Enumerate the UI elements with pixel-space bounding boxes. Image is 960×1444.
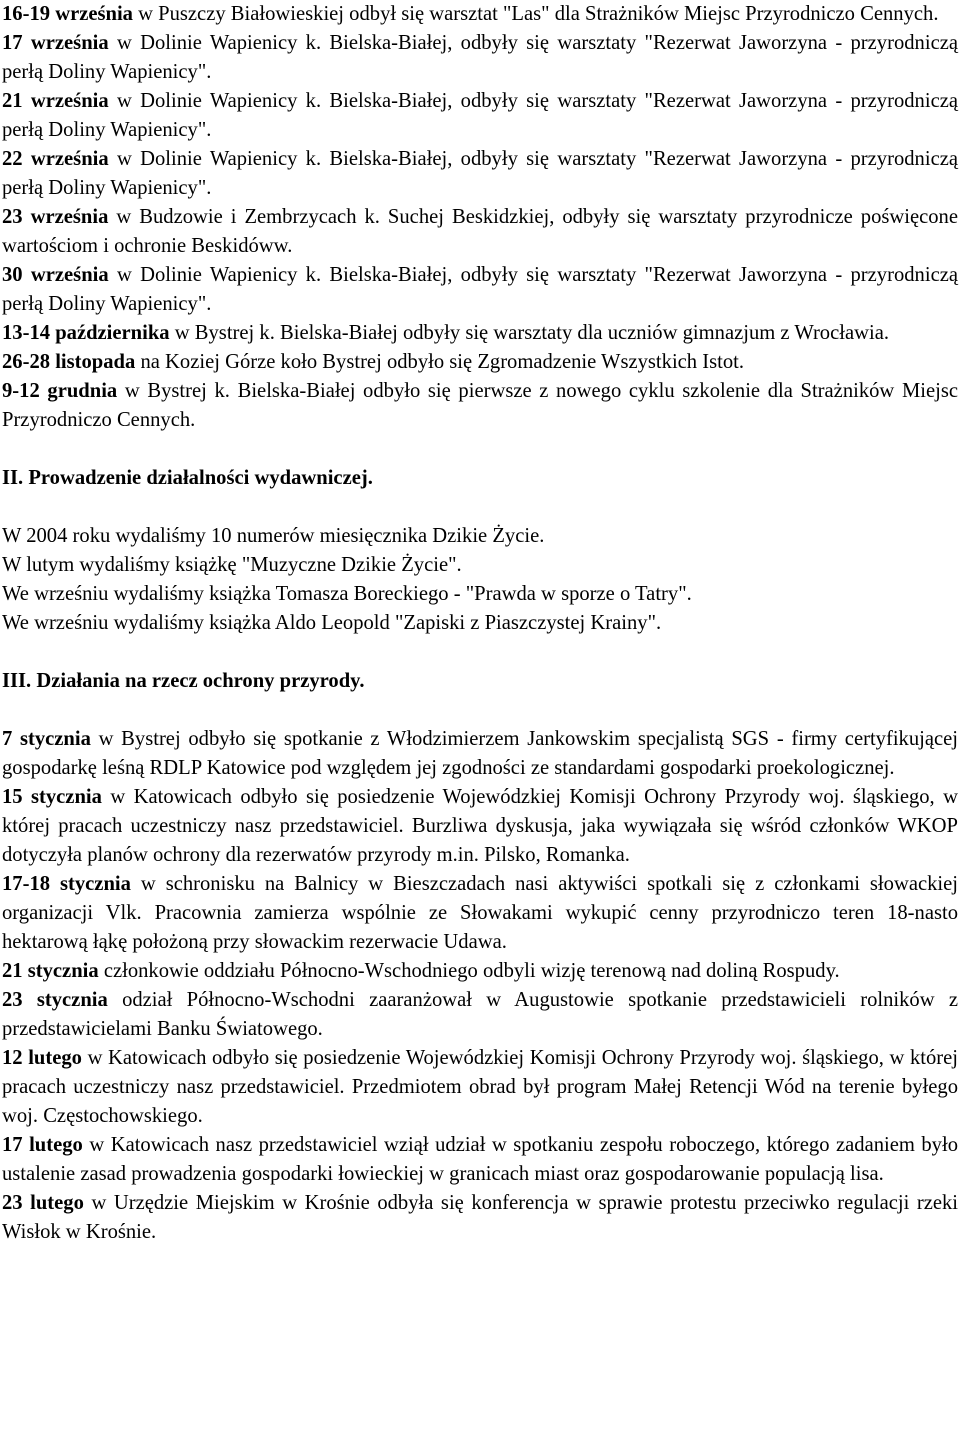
entry-s3-4: [2, 957, 958, 986]
entry-text: w Dolinie Wapienicy k. Bielska-Białej, odbyły się warsztaty "Rezerwat Jaworzyna - przyrodniczą perłą Doliny Wapienicy".: [2, 148, 958, 199]
entry-text: w Bystrej k. Bielska-Białej odbyło się pierwsze z nowego cyklu szkolenie dla Strażników Miejsc Przyrodniczo Cennych.: [2, 380, 958, 431]
entry-text: w Katowicach odbyło się posiedzenie Wojewódzkiej Komisji Ochrony Przyrody woj. śląskiego, w której pracach uczestniczy nasz przedstawiciel. Przedmiotem obrad był program Małej Retencji Wód na terenie byłego woj. Częstochowskiego.: [2, 1047, 959, 1127]
entry-date: 23 stycznia: [2, 989, 108, 1011]
entry-text: odział Północno-Wschodni zaaranżował w Augustowie spotkanie przedstawicieli rolników z przedstawicielami Banku Światowego.: [2, 989, 958, 1040]
entry-s3-1: [2, 725, 958, 783]
entry-date: 21 września: [2, 90, 109, 112]
entry-text: w Dolinie Wapienicy k. Bielska-Białej, odbyły się warsztaty "Rezerwat Jaworzyna - przyrodniczą perłą Doliny Wapienicy".: [2, 264, 958, 315]
publication-line: W 2004 roku wydaliśmy 10 numerów miesięcznika Dzikie Życie.: [2, 525, 545, 547]
publication-line: We wrześniu wydaliśmy książka Tomasza Boreckiego - "Prawda w sporze o Tatry".: [2, 583, 692, 605]
entry-text: w Dolinie Wapienicy k. Bielska-Białej, odbyły się warsztaty "Rezerwat Jaworzyna - przyrodniczą perłą Doliny Wapienicy".: [2, 32, 958, 83]
entry-5: [2, 203, 958, 261]
spacer: [2, 493, 958, 522]
entry-date: 30 września: [2, 264, 109, 286]
entry-text: w Katowicach odbyło się posiedzenie Wojewódzkiej Komisji Ochrony Przyrody woj. śląskiego, w której pracach uczestniczy nasz przedstawiciel. Burzliwa dyskusja, jaka wywiązała się wśród członków WKOP dotyczyła planów ochrony dla rezerwatów przyrody m.in. Pilsko, Romanka.: [2, 786, 958, 866]
section-3-heading: III. Działania na rzecz ochrony przyrody.: [2, 670, 365, 692]
entry-s3-6: [2, 1044, 958, 1131]
entry-date: 23 września: [2, 206, 109, 228]
publication-line: We wrześniu wydaliśmy książka Aldo Leopold "Zapiski z Piaszczystej Krainy".: [2, 612, 662, 634]
entry-date: 12 lutego: [2, 1047, 82, 1069]
entry-7: [2, 319, 958, 348]
section-1-entries: [2, 0, 958, 435]
entry-4: [2, 145, 958, 203]
entry-text: w Puszczy Białowieskiej odbył się warsztat "Las" dla Strażników Miejsc Przyrodniczo Cennych.: [132, 3, 939, 25]
entry-date: 17 września: [2, 32, 109, 54]
entry-date: 16-19 września: [2, 3, 133, 25]
entry-text: w Bystrej k. Bielska-Białej odbyły się warsztaty dla uczniów gimnazjum z Wrocławia.: [169, 322, 889, 344]
entry-3: [2, 87, 958, 145]
spacer: [2, 435, 958, 464]
publication-line: W lutym wydaliśmy książkę "Muzyczne Dzikie Życie".: [2, 554, 462, 576]
entry-9: [2, 377, 958, 435]
entry-text: członkowie oddziału Północno-Wschodniego odbyli wizję terenową nad doliną Rospudy.: [98, 960, 840, 982]
entry-text: w Urzędzie Miejskim w Krośnie odbyła się konferencja w sprawie protestu przeciwko regulacji rzeki Wisłok w Krośnie.: [2, 1192, 958, 1243]
entry-s3-5: [2, 986, 958, 1044]
entry-text: w Dolinie Wapienicy k. Bielska-Białej, odbyły się warsztaty "Rezerwat Jaworzyna - przyrodniczą perłą Doliny Wapienicy".: [2, 90, 958, 141]
entry-date: 7 stycznia: [2, 728, 91, 750]
entry-text: w schronisku na Balnicy w Bieszczadach nasi aktywiści spotkali się z członkami słowackiej organizacji Vlk. Pracownia zamierza wspólnie ze Słowakami wykupić cenny przyrodniczo teren 18-nasto hektarową łąkę położoną przy słowackim rezerwacie Udawa.: [2, 873, 958, 953]
section-2-lines: [2, 522, 958, 638]
entry-8: [2, 348, 958, 377]
entry-2: [2, 29, 958, 87]
spacer: [2, 638, 958, 667]
entry-date: 23 lutego: [2, 1192, 84, 1214]
entry-text: na Koziej Górze koło Bystrej odbyło się Zgromadzenie Wszystkich Istot.: [135, 351, 745, 373]
section-3-entries: [2, 725, 958, 1247]
entry-date: 21 stycznia: [2, 960, 99, 982]
entry-date: 15 stycznia: [2, 786, 102, 808]
entry-s3-3: [2, 870, 958, 957]
entry-text: w Budzowie i Zembrzycach k. Suchej Beskidzkiej, odbyły się warsztaty przyrodnicze poświęcone wartościom i ochronie Beskidóww.: [2, 206, 958, 257]
entry-s3-7: [2, 1131, 958, 1189]
entry-date: 13-14 października: [2, 322, 170, 344]
entry-s3-2: [2, 783, 958, 870]
entry-date: 17-18 stycznia: [2, 873, 131, 895]
spacer: [2, 696, 958, 725]
entry-date: 17 lutego: [2, 1134, 83, 1156]
entry-date: 22 września: [2, 148, 109, 170]
section-2-heading: II. Prowadzenie działalności wydawniczej.: [2, 467, 373, 489]
entry-text: w Bystrej odbyło się spotkanie z Włodzimierzem Jankowskim specjalistą SGS - firmy certyfikującej gospodarkę leśną RDLP Katowice pod względem jej zgodności ze standardami gospodarki proekologicznej.: [2, 728, 959, 779]
entry-1: [2, 0, 958, 29]
entry-6: [2, 261, 958, 319]
entry-date: 26-28 listopada: [2, 351, 136, 373]
entry-text: w Katowicach nasz przedstawiciel wziął udział w spotkaniu zespołu roboczego, którego zadaniem było ustalenie zasad prowadzenia gospodarki łowieckiej w granicach miast oraz gospodarowanie populacją lisa.: [2, 1134, 958, 1185]
entry-s3-8: [2, 1189, 958, 1247]
entry-date: 9-12 grudnia: [2, 380, 118, 402]
